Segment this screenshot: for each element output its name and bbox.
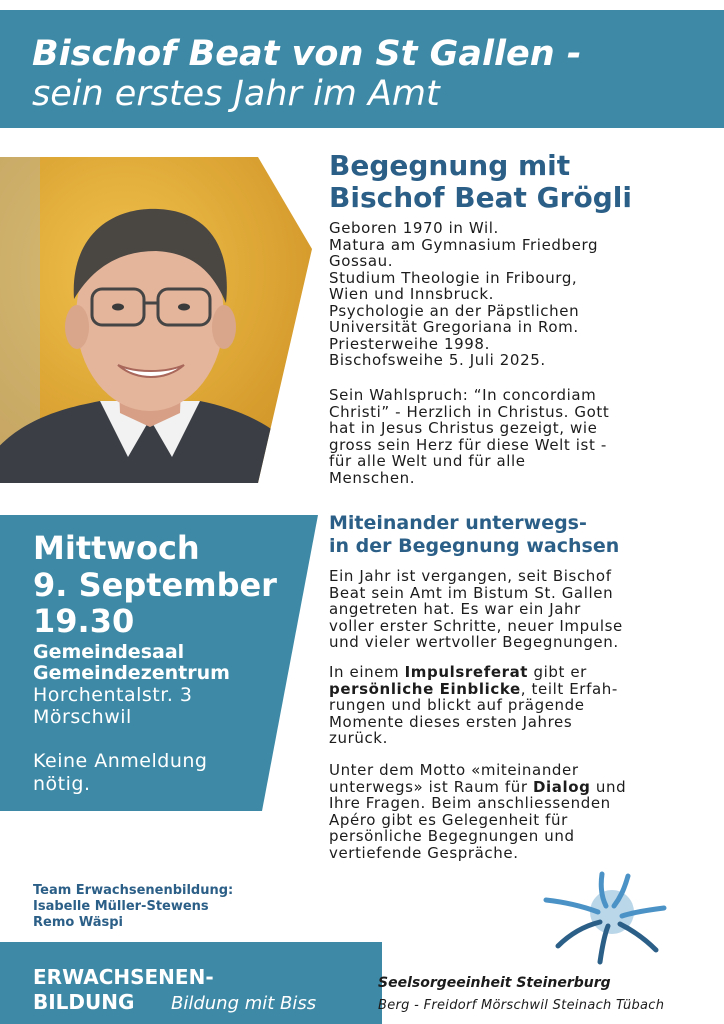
event-place: Mörschwil bbox=[33, 706, 132, 728]
keyword-einblicke: persönliche Einblicke bbox=[329, 679, 521, 698]
keyword-impulsreferat: Impulsreferat bbox=[404, 663, 529, 681]
intro-line: angetreten hat. Es war ein Jahr bbox=[329, 600, 581, 618]
motto-line: Sein Wahlspruch: “In concordiam bbox=[329, 386, 597, 404]
intro-line: Ein Jahr ist vergangen, seit Bischof bbox=[329, 567, 612, 585]
brand-tagline: Bildung mit Biss bbox=[171, 993, 317, 1014]
bio-line: Gossau. bbox=[329, 252, 394, 270]
intro-line: und vieler wertvoller Begegnungen. bbox=[329, 633, 619, 651]
text-run: In einem bbox=[329, 663, 405, 681]
event-street: Horchentalstr. 3 bbox=[33, 684, 193, 706]
dialog-line: Apéro gibt es Gelegenheit für bbox=[329, 810, 568, 829]
page-title-line1: Bischof Beat von St Gallen - bbox=[32, 34, 582, 74]
bio-line: Geboren 1970 in Wil. bbox=[329, 219, 499, 237]
brand-name: BILDUNG bbox=[33, 990, 135, 1014]
section-title-encounter bbox=[329, 150, 709, 214]
team-member: Remo Wäspi bbox=[33, 915, 123, 930]
impulse-line bbox=[329, 681, 709, 698]
bio-line: Matura am Gymnasium Friedberg bbox=[329, 235, 599, 254]
bio-line: Priesterweihe 1998. bbox=[329, 334, 490, 353]
impulse-line: zurück. bbox=[329, 729, 388, 747]
intro-text bbox=[329, 568, 709, 651]
parish-logo-icon bbox=[540, 868, 670, 968]
section-title-line: Begegnung mit bbox=[329, 149, 571, 182]
text-run: gibt er bbox=[528, 663, 587, 681]
motto-line: gross sein Herz für diese Welt ist - bbox=[329, 435, 607, 454]
registration-note: nötig. bbox=[33, 773, 91, 795]
bio-line: Psychologie an der Päpstlichen bbox=[329, 301, 580, 320]
bio-line: Wien und Innsbruck. bbox=[329, 285, 495, 303]
parish-name: Seelsorgeeinheit Steinerburg bbox=[378, 975, 611, 991]
section-title-line: in der Begegnung wachsen bbox=[329, 535, 620, 557]
motto-text bbox=[329, 387, 709, 486]
section-title-line: Bischof Beat Grögli bbox=[329, 181, 632, 214]
bio-line: Studium Theologie in Fribourg, bbox=[329, 268, 578, 287]
text-run: und bbox=[590, 777, 627, 796]
intro-line: voller erster Schritte, neuer Impulse bbox=[329, 616, 623, 635]
bio-line: Universität Gregoriana in Rom. bbox=[329, 318, 579, 336]
event-day: Mittwoch bbox=[33, 529, 200, 567]
team-member: Isabelle Müller-Stewens bbox=[33, 899, 209, 914]
motto-line: Menschen. bbox=[329, 468, 416, 487]
section-title-together bbox=[329, 512, 709, 558]
impulse-line: Momente dieses ersten Jahres bbox=[329, 712, 573, 731]
dialog-line bbox=[329, 779, 709, 796]
parish-villages: Berg - Freidorf Mörschwil Steinach Tübach bbox=[378, 998, 665, 1013]
event-venue-hall: Gemeindesaal bbox=[33, 641, 185, 663]
impulse-talk-text bbox=[329, 664, 709, 747]
text-run: unterwegs» ist Raum für bbox=[329, 777, 533, 796]
registration-note: Keine Anmeldung bbox=[33, 750, 208, 772]
impulse-line: rungen und blickt auf prägende bbox=[329, 696, 585, 714]
biography-text bbox=[329, 220, 709, 369]
dialog-line: Unter dem Motto «miteinander bbox=[329, 761, 579, 779]
portrait-photo bbox=[0, 157, 312, 483]
motto-line: Christi” - Herzlich in Christus. Gott bbox=[329, 402, 610, 421]
keyword-dialog: Dialog bbox=[533, 777, 591, 796]
dialog-line: Ihre Fragen. Beim anschliessenden bbox=[329, 794, 611, 812]
dialog-text bbox=[329, 762, 709, 861]
intro-line: Beat sein Amt im Bistum St. Gallen bbox=[329, 583, 614, 602]
event-time: 19.30 bbox=[33, 602, 135, 640]
dialog-line: vertiefende Gespräche. bbox=[329, 843, 519, 862]
event-venue-building: Gemeindezentrum bbox=[33, 662, 230, 684]
event-date: 9. September bbox=[33, 566, 277, 604]
impulse-line bbox=[329, 664, 709, 681]
section-title-line: Miteinander unterwegs- bbox=[329, 512, 587, 534]
motto-line: hat in Jesus Christus gezeigt, wie bbox=[329, 419, 598, 437]
text-run: , teilt Erfah- bbox=[520, 679, 618, 698]
dialog-line: persönliche Begegnungen und bbox=[329, 827, 575, 845]
bio-line: Bischofsweihe 5. Juli 2025. bbox=[329, 351, 546, 369]
team-label: Team Erwachsenenbildung: bbox=[33, 883, 234, 898]
motto-line: für alle Welt und für alle bbox=[329, 452, 526, 470]
page-title-line2: sein erstes Jahr im Amt bbox=[32, 74, 440, 114]
brand-name: ERWACHSENEN- bbox=[33, 965, 214, 989]
